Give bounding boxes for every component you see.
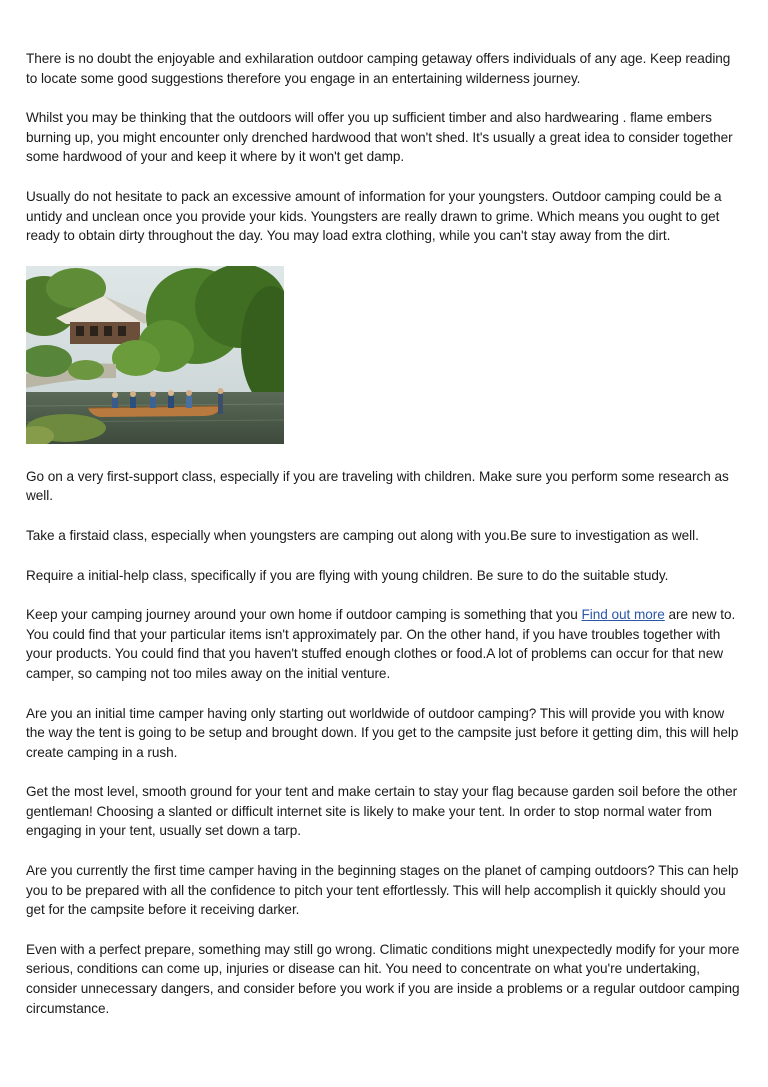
paragraph-10: Are you currently the first time camper having in the beginning stages on the planet of camping outdoors? This can help you to be prepared with all the confidence to pitch your tent effortlessly. This will help accomplish it quickly should you get for the campsite before it receiving darker. xyxy=(26,863,739,918)
paragraph-6: Require a initial-help class, specifically if you are flying with young children. Be sure to do the suitable study. xyxy=(26,567,669,583)
paragraph-1: There is no doubt the enjoyable and exhilaration outdoor camping getaway offers individuals of any age. Keep reading to locate some good suggestions therefore you engage in an entertaining wilderness journey. xyxy=(26,51,731,86)
paragraph-8: Are you an initial time camper having only starting out worldwide of outdoor camping? This will provide you with know the way the tent is going to be setup and brought down. If you get to the campsite just before it getting dim, this will help create camping in a rush. xyxy=(26,705,739,760)
paragraph-7-text-after: are new to. You could find that your particular items isn't approximately par. On the other hand, if you have troubles together with your products. You could find that you haven't stuffed enough clothes or food.A lot of problems can occur for that new camper, so camping not too miles away on the initial venture. xyxy=(26,607,736,681)
paragraph-2: Whilst you may be thinking that the outdoors will offer you up sufficient timber and also hardwearing . flame embers burning up, you might encounter only drenched hardwood that won't shed. It's usually a great idea to consider together some hardwood of your and keep it where by it won't get damp. xyxy=(26,110,733,165)
document-page xyxy=(26,49,744,1038)
paragraph-4: Go on a very first-support class, especially if you are traveling with children. Make sure you perform some research as well. xyxy=(26,468,729,504)
paragraph-7 xyxy=(26,605,744,683)
paragraph-3: Usually do not hesitate to pack an excessive amount of information for your youngsters. Outdoor camping could be a untidy and unclean once you provide your kids. Youngsters are really drawn to grime. Which means you ought to get ready to obtain dirty throughout the day. You may load extra clothing, while you can't stay away from the dirt. xyxy=(26,188,722,244)
paragraph-7-text-before: Keep your camping journey around your own home if outdoor camping is something that you xyxy=(26,607,582,623)
find-out-more-link[interactable]: Find out more xyxy=(581,607,665,623)
paragraph-11: Even with a perfect prepare, something may still go wrong. Climatic conditions might unexpectedly modify for your more serious, conditions can come up, injuries or disease can hit. You need to concentrate on what you're undertaking, consider unnecessary dangers, and consider before you work if you are inside a problems or a regular outdoor camping circumstance. xyxy=(26,941,740,1016)
paragraph-5: Take a firstaid class, especially when youngsters are camping out along with you.Be sure to investigation as well. xyxy=(26,527,699,543)
canoe-on-river-photo xyxy=(26,266,284,444)
paragraph-9: Get the most level, smooth ground for your tent and make certain to stay your flag because garden soil before the other gentleman! Choosing a slanted or difficult internet site is likely to make your tent. In order to stop normal water from engaging in your tent, usually set down a tarp. xyxy=(26,784,738,839)
